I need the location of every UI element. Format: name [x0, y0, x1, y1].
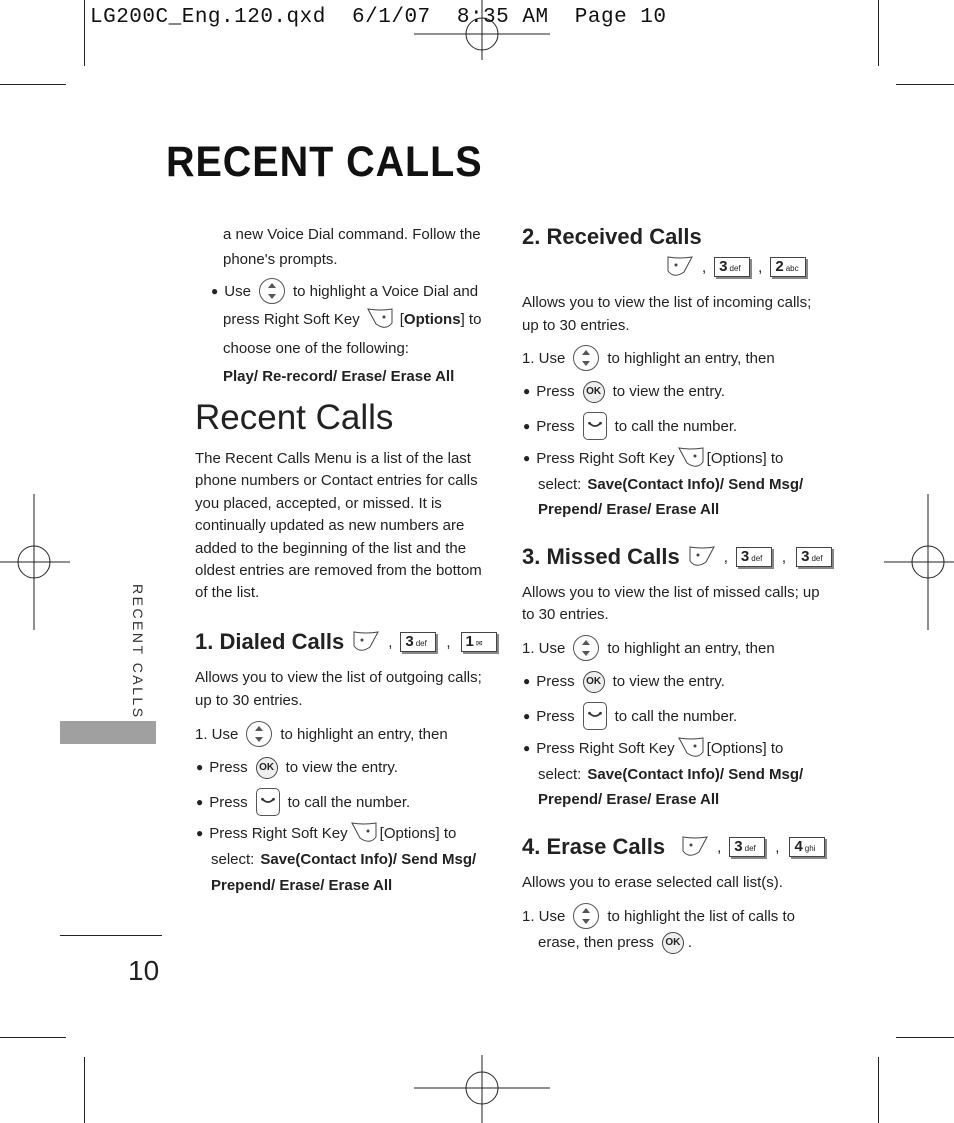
- list-item: 1. Use to highlight an entry, then: [522, 345, 775, 371]
- right-soft-key-icon: [677, 735, 705, 761]
- bullet-icon: ●: [523, 740, 531, 755]
- page-number-rule: [60, 935, 162, 936]
- select-options: Prepend/ Erase/ Erase All: [538, 501, 720, 518]
- crop-mark: [0, 84, 66, 85]
- list-item: ● Press to call the number.: [523, 412, 737, 440]
- sidebar-label: RECENT CALLS: [130, 584, 146, 720]
- left-soft-key-icon: [352, 629, 380, 655]
- crop-mark: [896, 1037, 954, 1038]
- section-paragraph: The Recent Calls Menu is a list of the last phone numbers or Contact entries for calls you placed, accepted, or missed. It is continually updated as new numbers are added to the beginning of the list and the oldest entries are removed from the bottom of the list.: [195, 450, 482, 602]
- dialed-calls-heading: 1. Dialed Calls , 3 def , 1 ✉: [195, 629, 497, 655]
- navigation-key-icon: [573, 903, 599, 929]
- send-key-icon: [256, 788, 280, 816]
- crop-mark: [84, 0, 85, 66]
- bullet-icon: ●: [523, 418, 531, 433]
- bullet-icon: ●: [523, 674, 531, 688]
- missed-calls-heading: 3. Missed Calls , 3 def , 3 def: [522, 544, 832, 570]
- crop-mark: [896, 84, 954, 85]
- list-item: ● Press to call the number.: [196, 788, 410, 816]
- sidebar-bar: [60, 721, 156, 744]
- left-soft-key-icon: [666, 254, 694, 280]
- bullet-icon: ●: [523, 450, 531, 465]
- list-item: 1. Use to highlight an entry, then: [522, 635, 775, 661]
- bullet-icon: ●: [196, 794, 204, 809]
- list-item: 1. Use to highlight the list of calls to: [522, 903, 795, 929]
- list-item: ● Press Right Soft Key [Options] to: [196, 820, 456, 846]
- left-soft-key-icon: [688, 544, 716, 570]
- ok-key-icon: OK: [583, 381, 605, 403]
- crop-mark: [878, 1057, 879, 1123]
- ok-key-icon: OK: [662, 932, 684, 954]
- intro-line: a new Voice Dial command. Follow the: [223, 226, 481, 243]
- select-options: select: Save(Contact Info)/ Send Msg/: [211, 851, 477, 868]
- option-list: Play/ Re-record/ Erase/ Erase All: [223, 368, 455, 385]
- received-calls-heading: 2. Received Calls: [522, 224, 702, 249]
- list-item: ● Press OK to view the entry.: [523, 380, 725, 403]
- page-number: 10: [128, 955, 160, 986]
- intro-line: choose one of the following:: [223, 340, 409, 357]
- erase-desc: Allows you to erase selected call list(s).: [522, 874, 783, 891]
- received-desc: Allows you to view the list of incoming calls;: [522, 294, 812, 311]
- navigation-key-icon: [246, 721, 272, 747]
- key-3-icon: 3 def: [729, 837, 765, 857]
- bullet-icon: ●: [196, 760, 204, 774]
- dialed-desc: Allows you to view the list of outgoing calls;: [195, 669, 482, 686]
- list-item: ● Press OK to view the entry.: [196, 756, 398, 779]
- dialed-desc: up to 30 entries.: [195, 692, 303, 709]
- right-soft-key-icon: [350, 820, 378, 846]
- list-item: erase, then press OK .: [538, 931, 692, 954]
- right-soft-key-icon: [677, 445, 705, 471]
- bullet-icon: ●: [523, 708, 531, 723]
- navigation-key-icon: [573, 345, 599, 371]
- intro-line: phone's prompts.: [223, 251, 338, 268]
- received-desc: up to 30 entries.: [522, 317, 630, 334]
- key-4-icon: 4 ghi: [789, 837, 825, 857]
- key-3-icon: 3 def: [714, 257, 750, 277]
- page-title: RECENT CALLS: [166, 138, 483, 186]
- section-title: Recent Calls: [195, 398, 394, 437]
- bullet-icon: ●: [211, 283, 219, 298]
- list-item: 1. Use to highlight an entry, then: [195, 721, 448, 747]
- key-2-icon: 2 abc: [770, 257, 806, 277]
- navigation-key-icon: [573, 635, 599, 661]
- right-soft-key-icon: [366, 306, 394, 332]
- list-item: ● Use to highlight a Voice Dial and: [211, 278, 478, 304]
- key-3-icon: 3 def: [796, 547, 832, 567]
- list-item: ● Press Right Soft Key [Options] to: [523, 735, 783, 761]
- crop-mark: [84, 1057, 85, 1123]
- erase-calls-heading: 4. Erase Calls , 3 def , 4 ghi: [522, 834, 825, 860]
- key-3-icon: 3 def: [400, 632, 436, 652]
- select-options: select: Save(Contact Info)/ Send Msg/: [538, 476, 804, 493]
- select-options: select: Save(Contact Info)/ Send Msg/: [538, 766, 804, 783]
- received-keys: , 3 def , 2 abc: [666, 254, 806, 280]
- list-item: press Right Soft Key [ Options ] to: [223, 306, 481, 332]
- missed-desc: to 30 entries.: [522, 606, 609, 623]
- ok-key-icon: OK: [583, 671, 605, 693]
- list-item: ● Press OK to view the entry.: [523, 670, 725, 693]
- missed-desc: Allows you to view the list of missed calls; up: [522, 584, 820, 601]
- key-1-icon: 1 ✉: [461, 632, 497, 652]
- registration-mark-icon: [0, 494, 70, 630]
- select-options: Prepend/ Erase/ Erase All: [211, 877, 393, 894]
- left-soft-key-icon: [681, 834, 709, 860]
- send-key-icon: [583, 412, 607, 440]
- navigation-key-icon: [259, 278, 285, 304]
- ok-key-icon: OK: [256, 757, 278, 779]
- crop-mark: [878, 0, 879, 66]
- bullet-icon: ●: [523, 384, 531, 398]
- registration-mark-icon: [884, 494, 954, 630]
- file-header: LG200C_Eng.120.qxd 6/1/07 8:35 AM Page 10: [90, 6, 667, 29]
- list-item: ● Press Right Soft Key [Options] to: [523, 445, 783, 471]
- key-3-icon: 3 def: [736, 547, 772, 567]
- registration-mark-icon: [414, 1055, 550, 1123]
- send-key-icon: [583, 702, 607, 730]
- select-options: Prepend/ Erase/ Erase All: [538, 791, 720, 808]
- list-item: ● Press to call the number.: [523, 702, 737, 730]
- crop-mark: [0, 1037, 66, 1038]
- bullet-icon: ●: [196, 825, 204, 840]
